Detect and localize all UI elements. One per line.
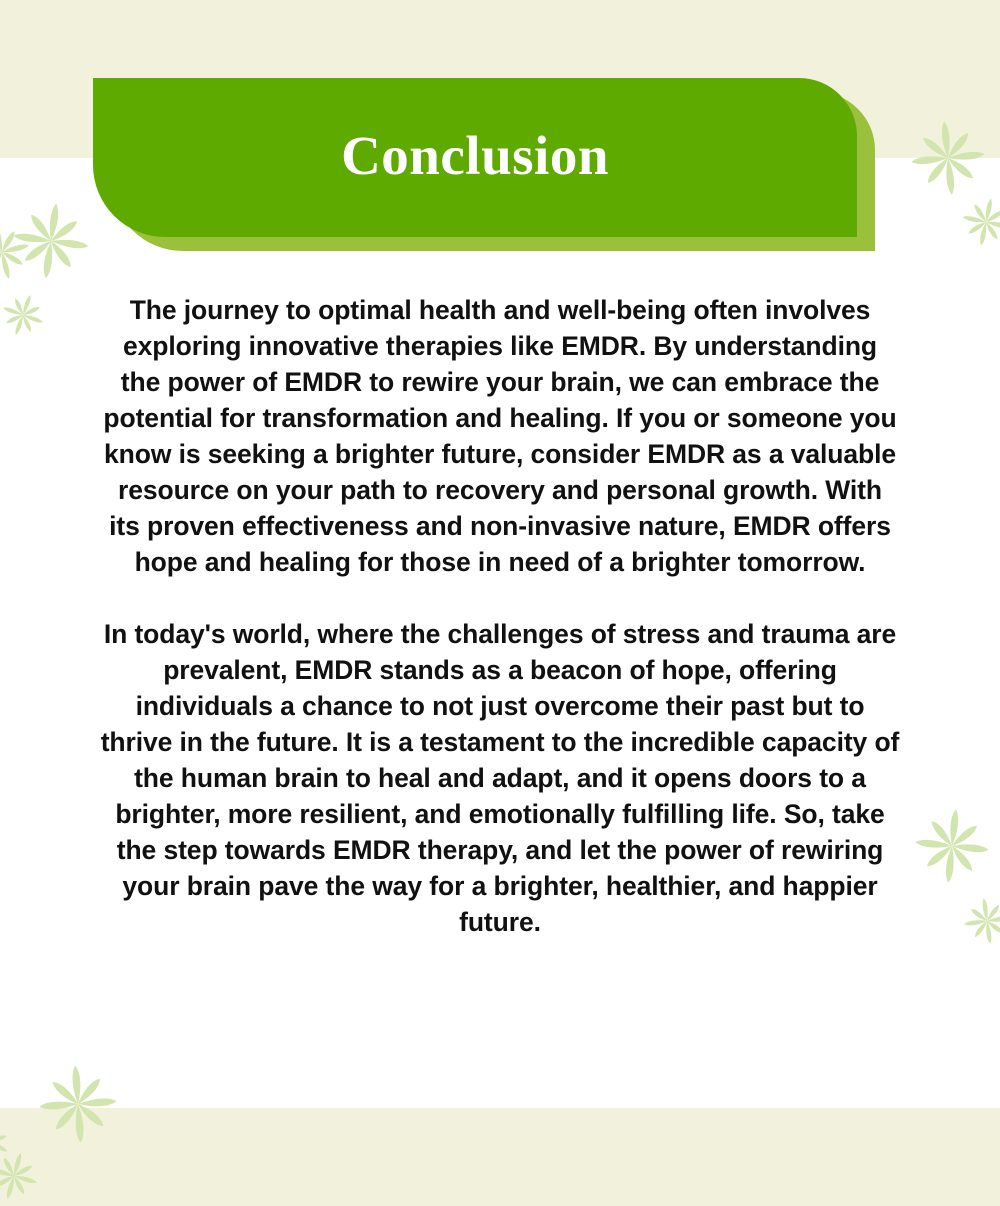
paragraph-2: In today's world, where the challenges of stress and trauma are prevalent, EMDR stands as a beacon of hope, offering individuals a chance to not just overcome their past but to thrive in the future. It is a testament to the incredible capacity of the human brain to heal and adapt, and it opens doors to a brighter, more resilient, and emotionally fulfilling life. So, take the step towards EMDR therapy, and let the power of rewiring your brain pave the way for a brighter, healthier, and happier future. (100, 619, 900, 937)
flower-right-mid-small-icon (959, 893, 1000, 949)
paragraph-1: The journey to optimal health and well-being often involves exploring innovative therapies like EMDR. By understanding the power of EMDR to rewire your brain, we can embrace the potential for transformation and healing. If you or someone you know is seeking a brighter future, consider EMDR as a valuable resource on your path to recovery and personal growth. With its proven effectiveness and non-invasive nature, EMDR offers hope and healing for those in need of a brighter tomorrow. (103, 295, 897, 577)
plaque-main-layer (93, 78, 857, 237)
body-content (100, 292, 900, 940)
bottom-cream-band (0, 1108, 1000, 1206)
flower-right-mid-icon (908, 802, 996, 890)
page-title: Conclusion (341, 125, 609, 186)
flower-left-mid-small-icon (0, 286, 52, 345)
flower-left-upper-small-icon (0, 216, 38, 289)
header-plaque (93, 78, 875, 251)
flower-left-upper-icon (5, 195, 98, 288)
flower-right-top-small-icon (955, 191, 1000, 253)
